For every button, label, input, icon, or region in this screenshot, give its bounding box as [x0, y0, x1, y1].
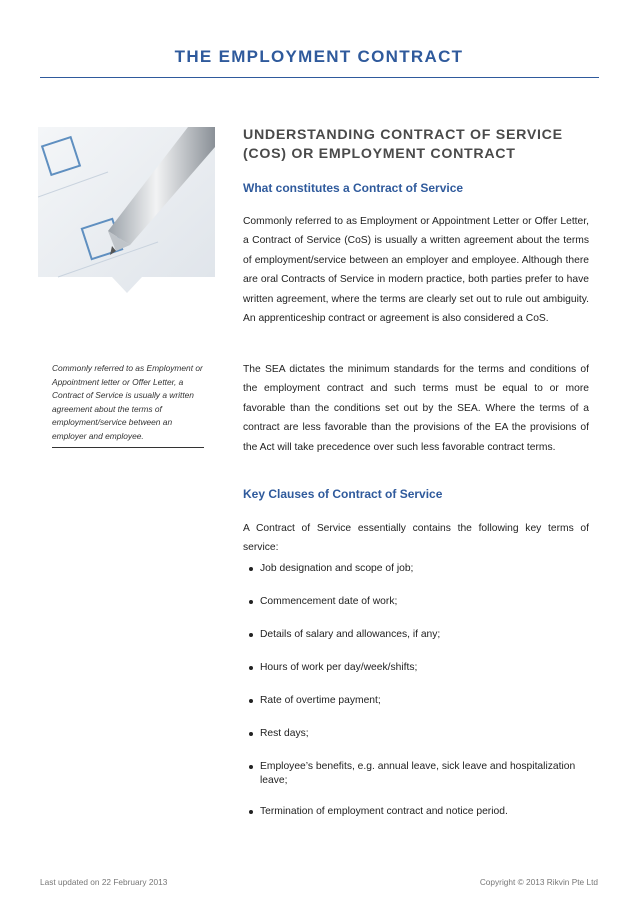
bullet-icon	[249, 666, 253, 670]
bullet-icon	[249, 600, 253, 604]
list-item	[249, 694, 589, 727]
paragraph-sea-standards: The SEA dictates the minimum standards for the terms and conditions of the employment contract and such terms must be equal to or more favorable than the conditions set out by the SEA. Where the terms of a contract are less favorable than the provisions of the EA the provisions of the Act will take precedence over such less favorable contract terms.	[243, 364, 589, 453]
key-terms-list	[249, 562, 589, 838]
list-item-text: Rate of overtime payment;	[260, 695, 381, 706]
list-item-text: Job designation and scope of job;	[260, 563, 414, 574]
section-what-constitutes-title: What constitutes a Contract of Service	[243, 181, 464, 195]
list-item	[249, 628, 589, 661]
list-item	[249, 661, 589, 694]
bullet-icon	[249, 732, 253, 736]
main-heading-line-1: UNDERSTANDING CONTRACT OF SERVICE	[243, 127, 563, 143]
bullet-icon	[249, 633, 253, 637]
sidebar-callout: Commonly referred to as Employment or Appointment letter or Offer Letter, a Contract of Service is usually a written agreement about the terms of employment/service between an employer and employee.	[52, 363, 203, 441]
page-title: THE EMPLOYMENT CONTRACT	[174, 47, 464, 66]
section-key-clauses-title: Key Clauses of Contract of Service	[243, 487, 443, 501]
list-item	[249, 805, 589, 838]
list-item	[249, 727, 589, 760]
list-item-text: Employee’s benefits, e.g. annual leave, sick leave and hospitalization leave;	[260, 761, 576, 786]
title-divider	[40, 77, 599, 78]
list-item-text: Termination of employment contract and notice period.	[260, 806, 508, 817]
list-item	[249, 595, 589, 628]
bullet-icon	[249, 765, 253, 769]
list-item-text: Hours of work per day/week/shifts;	[260, 662, 418, 673]
list-item-text: Details of salary and allowances, if any;	[260, 629, 441, 640]
paragraph-key-terms-intro: A Contract of Service essentially contains the following key terms of service:	[243, 523, 589, 554]
footer-last-updated: Last updated on 22 February 2013	[40, 877, 168, 887]
list-item-text: Commencement date of work;	[260, 596, 398, 607]
main-heading-line-2: (COS) OR EMPLOYMENT CONTRACT	[243, 146, 516, 162]
callout-divider	[52, 447, 204, 448]
footer-copyright: Copyright © 2013 Rikvin Pte Ltd	[479, 877, 598, 887]
pen-checkbox-photo	[38, 127, 215, 310]
paragraph-definition: Commonly referred to as Employment or Appointment Letter or Offer Letter, a Contract of Service (CoS) is usually a written agreement about the terms of employment/service between an employer and employee. Although there are oral Contracts of Service in modern practice, both parties prefer to have written agreement, where the terms are clearly set out to rule out ambiguity. An apprenticeship contract or agreement is also considered a CoS.	[243, 216, 589, 325]
main-heading-block	[243, 126, 589, 164]
list-item-text: Rest days;	[260, 728, 309, 739]
list-item	[249, 760, 589, 805]
bullet-icon	[249, 567, 253, 571]
list-item	[249, 562, 589, 595]
bullet-icon	[249, 699, 253, 703]
bullet-icon	[249, 810, 253, 814]
